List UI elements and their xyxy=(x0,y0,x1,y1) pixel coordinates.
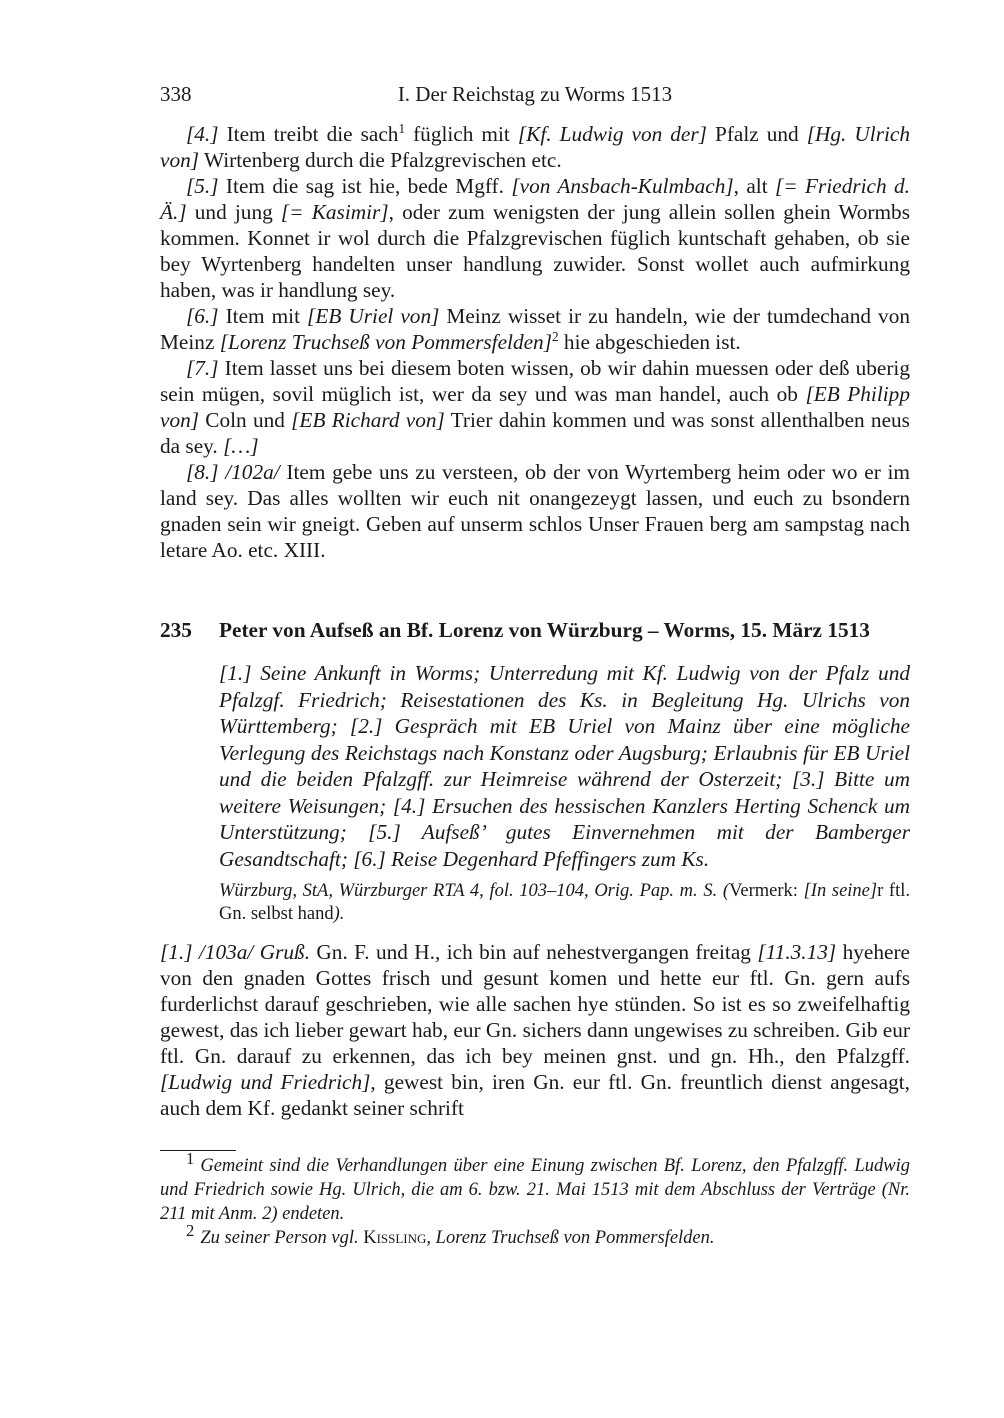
paragraph-6: [6.] Item mit [EB Uriel von] Meinz wisset ir zu handeln, wie der tumdechand von Meinz [Lorenz Truchseß von Pommersfelden]$^2$ hie abgeschieden ist. xyxy=(160,304,911,354)
footnote-1: 1 Gemeint sind die Verhandlungen über eine Einung zwischen Bf. Lorenz, den Pfalzgff. Ludwig und Friedrich sowie Hg. Ulrich, die am 6. bzw. 21. Mai 1513 mit dem Abschluss der Verträge (Nr. 211 mit Anm. 2) endeten. xyxy=(160,1148,910,1224)
footnotes xyxy=(160,1148,910,1250)
main-paragraph: [1.] /103a/ Gruß. Gn. F. und H., ich bin auf nehestvergangen freitag [11.3.13] hyehere von den gnaden Gottes frisch und gesunt komen und hette eur ftl. Gn. gern aufs furderlichst darauf geschrieben, wie alle sachen hye stünden. So ist es so zweifelhaftig gewest, das ich lieber gewart hab, eur Gn. sichers dann ungewises zu schreiben. Gib eur ftl. Gn. darauf zu erkennen, das ich bey meinen gnst. und gn. Hh., den Pfalzgff. [Ludwig und Friedrich], gewest bin, iren Gn. eur ftl. Gn. freuntlich dienst angesagt, auch dem Kf. gedankt seiner schrift xyxy=(160,940,910,1120)
running-title: I. Der Reichstag zu Worms 1513 xyxy=(397,82,673,106)
page-header xyxy=(160,80,910,108)
section-heading xyxy=(160,615,910,645)
page-number: 338 xyxy=(160,82,192,106)
letter-235-text xyxy=(160,939,910,1121)
paragraph-4: [4.] Item treibt die sach$^1$ füglich mit [Kf. Ludwig von der] Pfalz und [Hg. Ulrich von] Wirtenberg durch die Pfalzgrevischen etc. xyxy=(160,120,910,172)
footnote-2: 2 Zu seiner Person vgl. Kissling, Lorenz Truchseß von Pommersfelden. xyxy=(186,1220,715,1248)
author-name: Kissling xyxy=(363,1228,427,1248)
source-note: Würzburg, StA, Würzburger RTA 4, fol. 103–104, Orig. Pap. m. S. (Vermerk: [In seine]r ftl. Gn. selbst hand). xyxy=(219,881,910,924)
regest-summary: [1.] Seine Ankunft in Worms; Unterredung mit Kf. Ludwig von der Pfalz und Pfalzgf. Friedrich; Reisestationen des Ks. in Begleitung Hg. Ulrichs von Württemberg; [2.] Gespräch mit EB Uriel von Mainz über eine mögliche Verlegung des Reichstags nach Konstanz oder Augsburg; Erlaubnis für EB Uriel und die beiden Pfalzgff. zur Heimreise während der Osterzeit; [3.] Bitte um weitere Weisungen; [4.] Ersuchen des hessischen Kanzlers Herting Schenck um Unterstützung; [5.] Aufseß’ gutes Einvernehmen mit der Bamberger Gesandtschaft; [6.] Reise Degenhard Pfeffingers zum Ks. xyxy=(219,661,910,871)
paragraph-8: [8.] /102a/ Item gebe uns zu versteen, ob der von Wyrtemberg heim oder wo er im land sey. Das alles wollten wir euch nit onangezeygt lassen, und euch zu bsondern gnaden sein wir gneigt. Geben auf unserm schlos Unser Frauen berg am sampstag nach letare Ao. etc. XIII. xyxy=(160,460,910,562)
paragraph-5: [5.] Item die sag ist hie, bede Mgff. [von Ansbach-Kulmbach], alt [= Friedrich d. Ä.] und jung [= Kasimir], oder zum wenigsten der jung allein sollen ghein Wormbs kommen. Konnet ir wol durch die Pfalzgrevischen füglich kuntschaft gehaben, ob sie bey Wyrtenberg handelten unser handlung zuwider. Sonst wollet auch aufmirkung haben, was ir handlung sey. xyxy=(160,174,910,302)
footnote-rule xyxy=(160,1150,236,1151)
footnote-ref-1: 1 xyxy=(398,120,406,136)
footnote-ref-2: 2 xyxy=(552,328,559,344)
section-title: Peter von Aufseß an Bf. Lorenz von Würzburg – Worms, 15. März 1513 xyxy=(219,618,870,642)
letter-234-end xyxy=(160,121,910,563)
section-number: 235 xyxy=(160,618,192,642)
paragraph-7: [7.] Item lasset uns bei diesem boten wissen, ob wir dahin muessen oder deß uberig sein mügen, sovil müglich ist, wer da sey und was man handel, auch ob [EB Philipp von] Coln und [EB Richard von] Trier dahin kommen und was sonst allenthalben neus da sey. […] xyxy=(160,356,910,458)
